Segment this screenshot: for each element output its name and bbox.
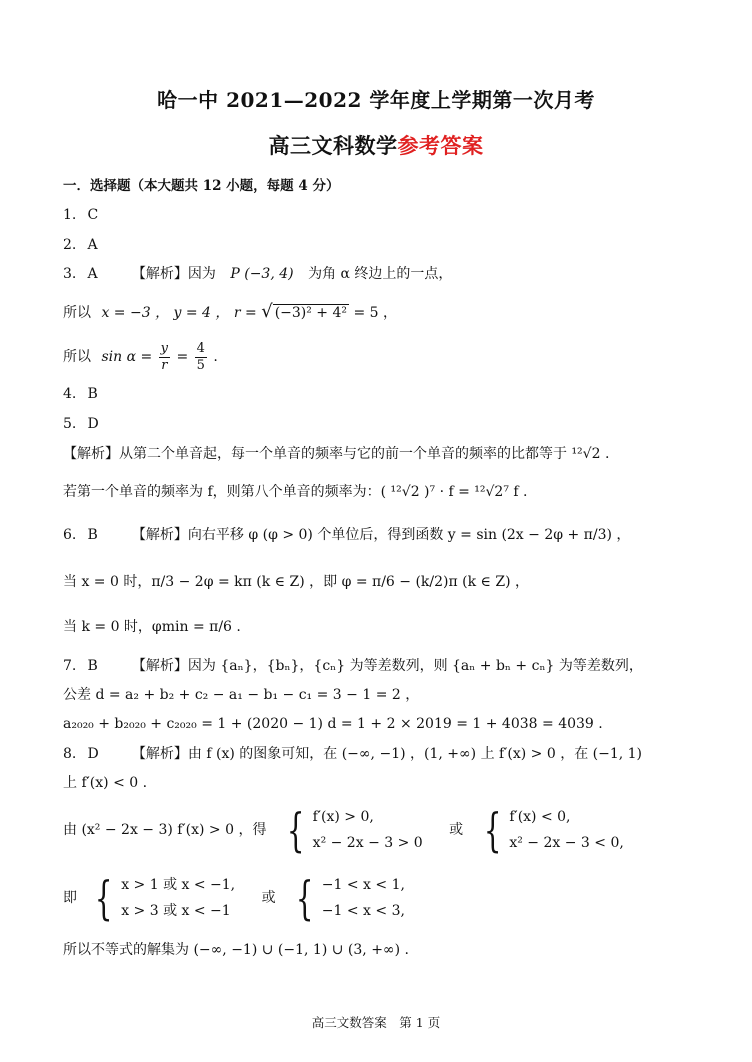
- question-number: 7.: [63, 658, 77, 674]
- system-3-row-1: x > 1 或 x < −1,: [121, 877, 236, 893]
- q5-line2: 若第一个单音的频率为 f，则第八个单音的频率为：( ¹²√2 )⁷ · f = ¹²√2⁷ f .: [63, 484, 528, 500]
- equals: =: [176, 349, 189, 365]
- denominator: 5: [196, 357, 205, 373]
- question-number: 3.: [63, 266, 77, 282]
- sqrt-sign: √: [261, 301, 273, 322]
- left-brace: {: [95, 871, 113, 925]
- math-expression-tail: = 5 ，: [353, 305, 398, 321]
- question-number: 4.: [63, 386, 77, 402]
- q3-line2: [63, 302, 397, 323]
- q7-line3: a₂₀₂₀ + b₂₀₂₀ + c₂₀₂₀ = 1 + (2020 − 1) d = 1 + 2 × 2019 = 1 + 4038 = 4039 .: [63, 716, 603, 732]
- line-prefix: 即: [63, 890, 77, 906]
- system-4-row-1: −1 < x < 1,: [321, 877, 405, 893]
- numerator: 4: [196, 340, 205, 356]
- system-1: [313, 804, 423, 856]
- or-word: 或: [261, 890, 276, 906]
- question-number: 2.: [63, 237, 77, 253]
- left-brace: {: [295, 871, 314, 925]
- answer-item-5: [63, 414, 99, 434]
- system-3-row-2: x > 3 或 x < −1: [121, 903, 231, 919]
- system-4-row-2: −1 < x < 3,: [321, 903, 405, 919]
- left-brace: {: [286, 803, 305, 857]
- answer-choice: C: [87, 207, 99, 223]
- analysis-text: 【解析】向右平移 φ (φ > 0) 个单位后，得到函数 y = sin (2x − 2φ + π/3) ，: [131, 527, 631, 543]
- system-2: [509, 804, 623, 856]
- answer-choice: D: [87, 746, 99, 762]
- point-coordinates: P (−3, 4): [230, 266, 294, 282]
- answer-item-4: [63, 384, 98, 404]
- denominator: r: [161, 357, 168, 373]
- analysis-text: 【解析】因为 {aₙ}，{bₙ}，{cₙ} 为等差数列，则 {aₙ + bₙ + cₙ} 为等差数列，: [131, 658, 643, 674]
- q8-line2: 上 f′(x) < 0 .: [63, 775, 148, 791]
- analysis-text: 【解析】由 f (x) 的图象可知，在 (−∞, −1) ，(1, +∞) 上 f′(x) > 0 ，在 (−1, 1): [131, 746, 643, 762]
- or-word: 或: [449, 822, 464, 838]
- fraction-4-over-5: [195, 341, 207, 374]
- analysis-label: 【解析】因为: [131, 266, 216, 282]
- answer-item-3: [63, 264, 452, 284]
- line-prefix: 所以: [63, 305, 91, 321]
- answer-item-7: [63, 656, 643, 676]
- analysis-text: 为角 α 终边上的一点，: [308, 266, 453, 282]
- system-1-row-2: x² − 2x − 3 > 0: [312, 835, 423, 851]
- subtitle-subject: 高三文科数学: [268, 133, 398, 158]
- answer-item-6: [63, 525, 630, 545]
- question-number: 6.: [63, 527, 77, 543]
- subtitle-answer-key: 参考答案: [397, 133, 484, 158]
- system-3: [121, 872, 235, 924]
- question-number: 5.: [63, 416, 77, 432]
- line-prefix: 由 (x² − 2x − 3) f′(x) > 0 ，得: [63, 822, 267, 838]
- system-1-row-1: f′(x) > 0,: [312, 809, 374, 825]
- math-expression: x = −3 ， y = 4 ， r =: [101, 305, 257, 321]
- q7-line2: 公差 d = a₂ + b₂ + c₂ − a₁ − b₁ − c₁ = 3 − 1 = 2 ，: [63, 687, 420, 703]
- answer-choice: B: [87, 527, 98, 543]
- q5-analysis: 【解析】从第二个单音起，每一个单音的频率与它的前一个单音的频率的比都等于 ¹²√2 .: [63, 446, 610, 462]
- numerator: y: [160, 340, 169, 356]
- q8-conclusion: 所以不等式的解集为 (−∞, −1) ∪ (−1, 1) ∪ (3, +∞) .: [63, 942, 409, 958]
- answer-choice: B: [87, 386, 98, 402]
- answer-choice: D: [87, 416, 99, 432]
- answer-item-2: [63, 235, 98, 255]
- answer-item-1: [63, 205, 98, 225]
- q3-line3: [63, 340, 218, 374]
- system-2-row-1: f′(x) < 0,: [509, 809, 571, 825]
- line-prefix: 所以: [63, 349, 91, 365]
- page-footer: 高三文数答案 第 1 页: [311, 1015, 441, 1030]
- answer-item-8: [63, 744, 642, 764]
- section-heading: 一．选择题（本大题共 12 小题，每题 4 分）: [63, 178, 340, 194]
- system-2-row-2: x² − 2x − 3 < 0,: [509, 835, 624, 851]
- q6-line2: 当 x = 0 时，π/3 − 2φ = kπ (k ∈ Z) ，即 φ = π/6 − (k/2)π (k ∈ Z) ，: [63, 574, 529, 590]
- math-expression: sin α =: [101, 349, 153, 365]
- q8-line4: [63, 868, 405, 928]
- exam-subtitle: [0, 130, 752, 160]
- question-number: 1.: [63, 207, 77, 223]
- question-number: 8.: [63, 746, 77, 762]
- answer-choice: B: [87, 658, 98, 674]
- fraction-y-over-r: [159, 341, 170, 374]
- radicand: (−3)² + 4²: [274, 305, 348, 321]
- q6-line3: 当 k = 0 时，φmin = π/6 .: [63, 619, 241, 635]
- system-4: [322, 872, 405, 924]
- answer-choice: A: [87, 266, 98, 282]
- exam-title: 哈一中 2021—2022 学年度上学期第一次月考: [157, 88, 595, 112]
- period: .: [213, 349, 218, 365]
- q8-line3: [63, 800, 624, 860]
- left-brace: {: [483, 803, 502, 857]
- answer-choice: A: [87, 237, 98, 253]
